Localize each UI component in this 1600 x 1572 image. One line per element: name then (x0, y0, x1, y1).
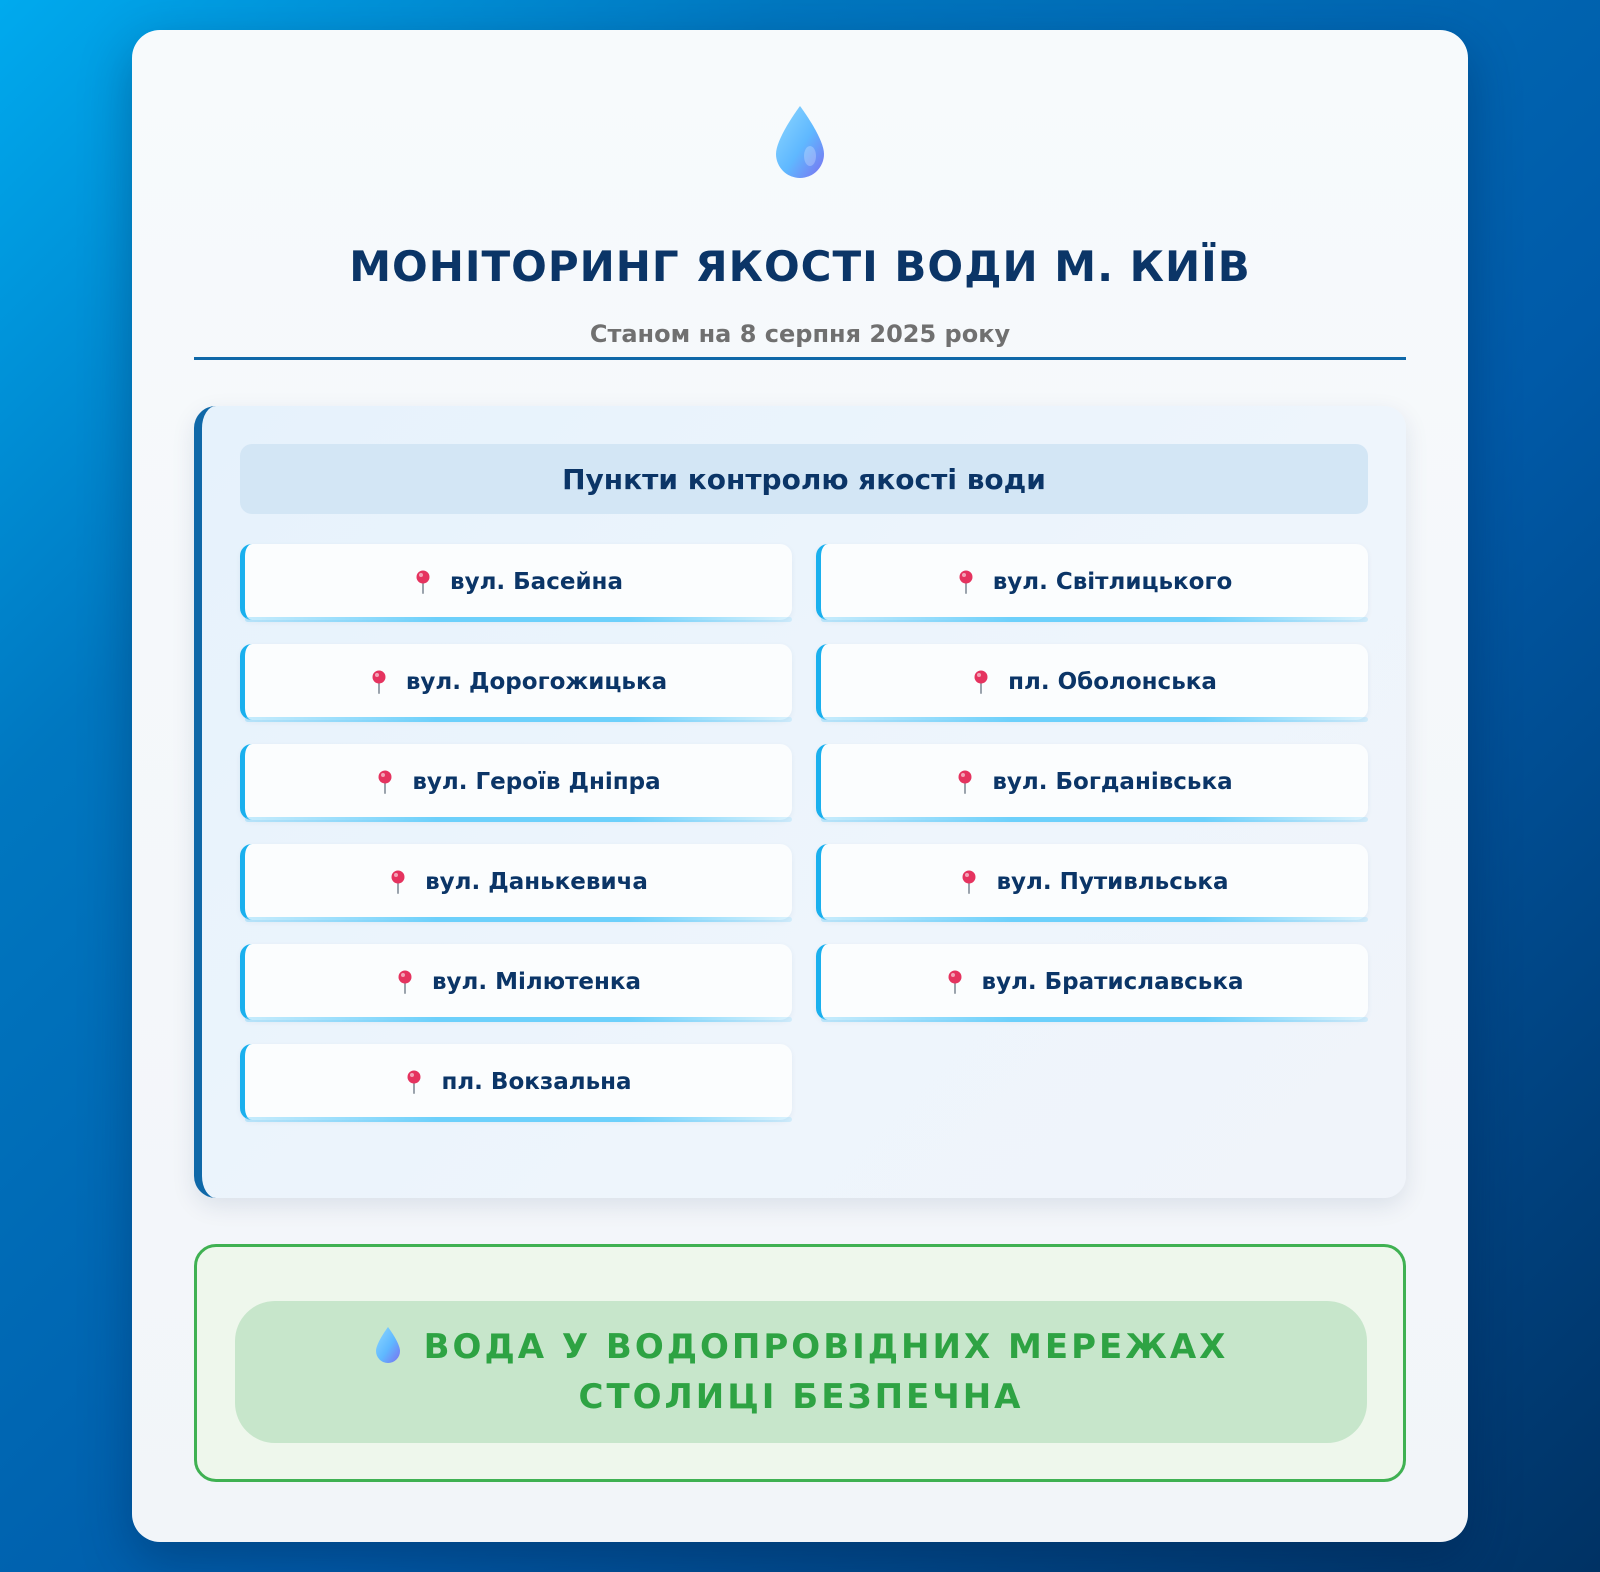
water-drop-icon (772, 104, 828, 180)
control-point-label: вул. Данькевича (425, 869, 648, 895)
control-points-heading: Пункти контролю якості води (240, 444, 1368, 514)
control-points-list (240, 544, 1368, 1120)
control-point-item (816, 544, 1368, 620)
safety-status-text: ВОДА У ВОДОПРОВІДНИХ МЕРЕЖАХ СТОЛИЦІ БЕЗПЕЧНА (423, 1327, 1229, 1417)
control-point-item (240, 944, 792, 1020)
control-point-label: вул. Путивльська (996, 869, 1229, 895)
pin-icon (389, 870, 407, 894)
safety-status-banner (235, 1301, 1367, 1443)
page-title: МОНІТОРИНГ ЯКОСТІ ВОДИ М. КИЇВ (349, 242, 1251, 291)
control-point-item (240, 844, 792, 920)
pin-icon (956, 770, 974, 794)
pin-icon (370, 670, 388, 694)
control-point-item (816, 644, 1368, 720)
pin-icon (972, 670, 990, 694)
control-point-label: вул. Богданівська (992, 769, 1233, 795)
control-point-label: вул. Басейна (450, 569, 623, 595)
control-point-label: вул. Братиславська (981, 969, 1244, 995)
control-point-item (240, 1044, 792, 1120)
pin-icon (960, 870, 978, 894)
header-divider (194, 357, 1406, 360)
control-point-label: вул. Світлицького (992, 569, 1233, 595)
control-point-item (240, 744, 792, 820)
control-point-label: пл. Вокзальна (441, 1069, 632, 1095)
pin-icon (405, 1070, 423, 1094)
control-point-item (816, 944, 1368, 1020)
control-point-item (240, 544, 792, 620)
control-point-label: пл. Оболонська (1008, 669, 1217, 695)
pin-icon (946, 970, 964, 994)
control-points-panel (194, 406, 1406, 1198)
monitoring-card (132, 30, 1468, 1542)
safety-status-box (194, 1244, 1406, 1482)
control-point-item (816, 844, 1368, 920)
control-point-label: вул. Мілютенка (431, 969, 642, 995)
pin-icon (957, 570, 975, 594)
page-subtitle: Станом на 8 серпня 2025 року (589, 320, 1011, 348)
water-drop-icon (374, 1326, 402, 1364)
control-point-label: вул. Дорогожицька (405, 669, 668, 695)
pin-icon (396, 970, 414, 994)
control-point-label: вул. Героїв Дніпра (412, 769, 661, 795)
pin-icon (414, 570, 432, 594)
pin-icon (376, 770, 394, 794)
control-point-item (240, 644, 792, 720)
control-point-item (816, 744, 1368, 820)
